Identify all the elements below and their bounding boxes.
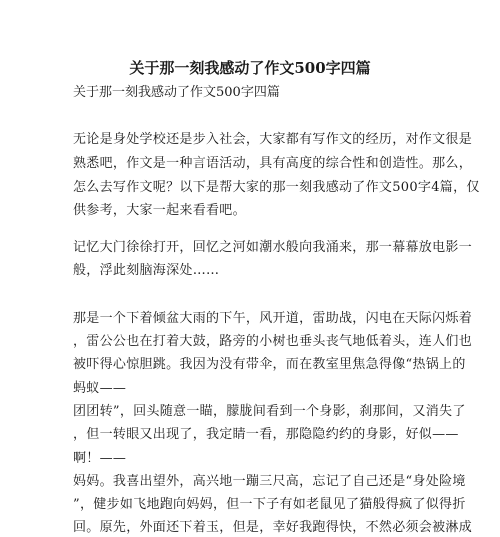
- paragraph-3-line-7: 啊！——: [73, 451, 127, 466]
- paragraph-3-line-3: 被吓得心惊胆跳。我因为没有带伞，而在教室里焦急得像“热锅上的: [73, 357, 466, 372]
- paragraph-3-line-10: 回。原先，外面还下着玉，但是，幸好我跑得快，不然必须会被淋成: [73, 520, 473, 535]
- paragraph-3-line-5: 团团转”，回头随意一瞄，朦胧间看到一个身影，刹那间，又消失了: [73, 404, 466, 419]
- paragraph-2-line-1: 记忆大门徐徐打开，回忆之河如潮水般向我涌来，那一幕幕放电影一: [73, 240, 473, 255]
- paragraph-3-line-1: 那是一个下着倾盆大雨的下午，风开道，雷助战，闪电在天际闪烁着: [73, 311, 473, 326]
- paragraph-1-line-2: 熟悉吧，作文是一种言语活动，具有高度的综合性和创造性。那么，: [73, 156, 473, 171]
- paragraph-3-line-4: 蚂蚁——: [73, 381, 127, 396]
- paragraph-3-line-8: 妈妈。我喜出望外，高兴地一蹦三尺高，忘记了自己还是“身处险境: [73, 474, 466, 489]
- document-subtitle: 关于那一刻我感动了作文500字四篇: [73, 85, 280, 100]
- paragraph-3-line-6: ，但一转眼又出现了，我定睛一看，那隐隐约约的身影，好似——: [73, 427, 459, 442]
- document-title: 关于那一刻我感动了作文500字四篇: [129, 59, 371, 77]
- paragraph-3-line-9: ”，健步如飞地跑向妈妈，但一下子有如老鼠见了猫般得疯了似得折: [73, 497, 466, 512]
- paragraph-1-line-4: 供参考，大家一起来看看吧。: [73, 203, 246, 218]
- paragraph-2-line-2: 般，浮此刻脑海深处……: [73, 263, 220, 278]
- paragraph-3-line-2: ，雷公公也在打着大鼓，路旁的小树也垂头丧气地低着头，连人们也: [73, 334, 473, 349]
- paragraph-1-line-3: 怎么去写作文呢？以下是帮大家的那一刻我感动了作文500字4篇，仅: [73, 180, 480, 195]
- paragraph-1-line-1: 无论是身处学校还是步入社会，大家都有写作文的经历，对作文很是: [73, 132, 473, 147]
